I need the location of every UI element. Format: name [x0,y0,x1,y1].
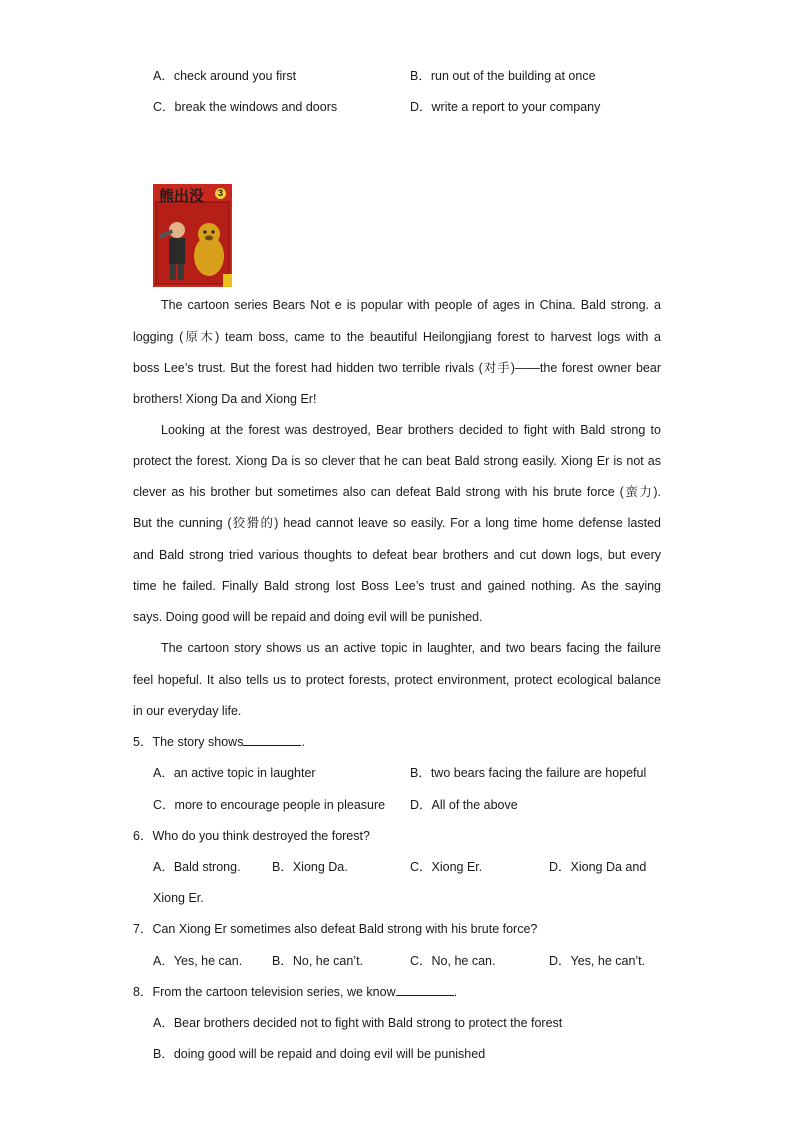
passage-p1-line2: logging (原木) team boss, came to the beautiful Heilongjiang forest to harvest logs with a [133,330,661,344]
question-8-stem: 8．From the cartoon television series, we know . [133,985,458,999]
cartoon-cover-image [153,184,232,287]
passage-p1-line4: brothers! Xiong Da and Xiong Er! [133,392,317,406]
answer-blank[interactable] [396,983,454,996]
option-d[interactable]: D．write a report to your company [410,100,601,114]
passage-p1-line3: boss Lee’s trust. But the forest had hidden two terrible rivals (对手)——the forest owner bear [133,361,661,375]
passage-p2-line1: Looking at the forest was destroyed, Bear brothers decided to fight with Bald strong to [161,423,661,437]
passage-p3-line3: in our everyday life. [133,704,242,718]
q5-option-a[interactable]: A．an active topic in laughter [153,766,316,780]
q5-option-b[interactable]: B．two bears facing the failure are hopeful [410,766,647,780]
passage-p2-line4: But the cunning (狡猾的) head cannot leave so easily. For a long time home defense lasted [133,516,661,530]
option-c[interactable]: C．break the windows and doors [153,100,338,114]
cover-title: 熊出没 [159,187,205,205]
q8-option-a[interactable]: A．Bear brothers decided not to fight with Bald strong to protect the forest [153,1016,563,1030]
passage-p2-line5: and Bald strong tried various thoughts to defeat bear brothers and cut down logs, but every [133,548,661,562]
q7-option-a[interactable]: A．Yes, he can. [153,954,243,968]
question-7-stem: 7．Can Xiong Er sometimes also defeat Bald strong with his brute force? [133,922,538,936]
q6-option-d-continued[interactable]: Xiong Er. [153,891,204,905]
option-a[interactable]: A．check around you first [153,69,297,83]
option-b[interactable]: B．run out of the building at once [410,69,596,83]
passage-p2-line2: protect the forest. Xiong Da is so clever that he can beat Bald strong easily. Xiong Er is not as [133,454,661,468]
q7-option-c[interactable]: C．No, he can. [410,954,496,968]
answer-blank[interactable] [243,733,301,746]
passage-p3-line1: The cartoon story shows us an active topic in laughter, and two bears facing the failure [161,641,661,655]
q6-option-b[interactable]: B．Xiong Da. [272,860,348,874]
q7-option-b[interactable]: B．No, he can’t. [272,954,364,968]
q6-option-d[interactable]: D．Xiong Da and [549,860,647,874]
passage-p2-line3: clever as his brother but sometimes also can defeat Bald strong with his brute force (蛮力). [133,485,661,499]
passage-p2-line6: time he failed. Finally Bald strong lost Boss Lee’s trust and gained nothing. As the saying [133,579,661,593]
q6-option-a[interactable]: A．Bald strong. [153,860,241,874]
q6-option-c[interactable]: C．Xiong Er. [410,860,483,874]
q8-option-b[interactable]: B．doing good will be repaid and doing evil will be punished [153,1047,486,1061]
question-5-stem: 5．The story shows . [133,735,305,749]
cover-number-badge: 3 [215,188,226,199]
passage-p3-line2: feel hopeful. It also tells us to protect forests, protect environment, protect ecological balance [133,673,661,687]
passage-p2-line7: says. Doing good will be repaid and doing evil will be punished. [133,610,483,624]
passage-p1-line1: The cartoon series Bears Not e is popular with people of ages in China. Bald strong. a [161,298,661,312]
question-6-stem: 6．Who do you think destroyed the forest? [133,829,370,843]
q5-option-d[interactable]: D．All of the above [410,798,518,812]
q5-option-c[interactable]: C．more to encourage people in pleasure [153,798,386,812]
q7-option-d[interactable]: D．Yes, he can’t. [549,954,646,968]
